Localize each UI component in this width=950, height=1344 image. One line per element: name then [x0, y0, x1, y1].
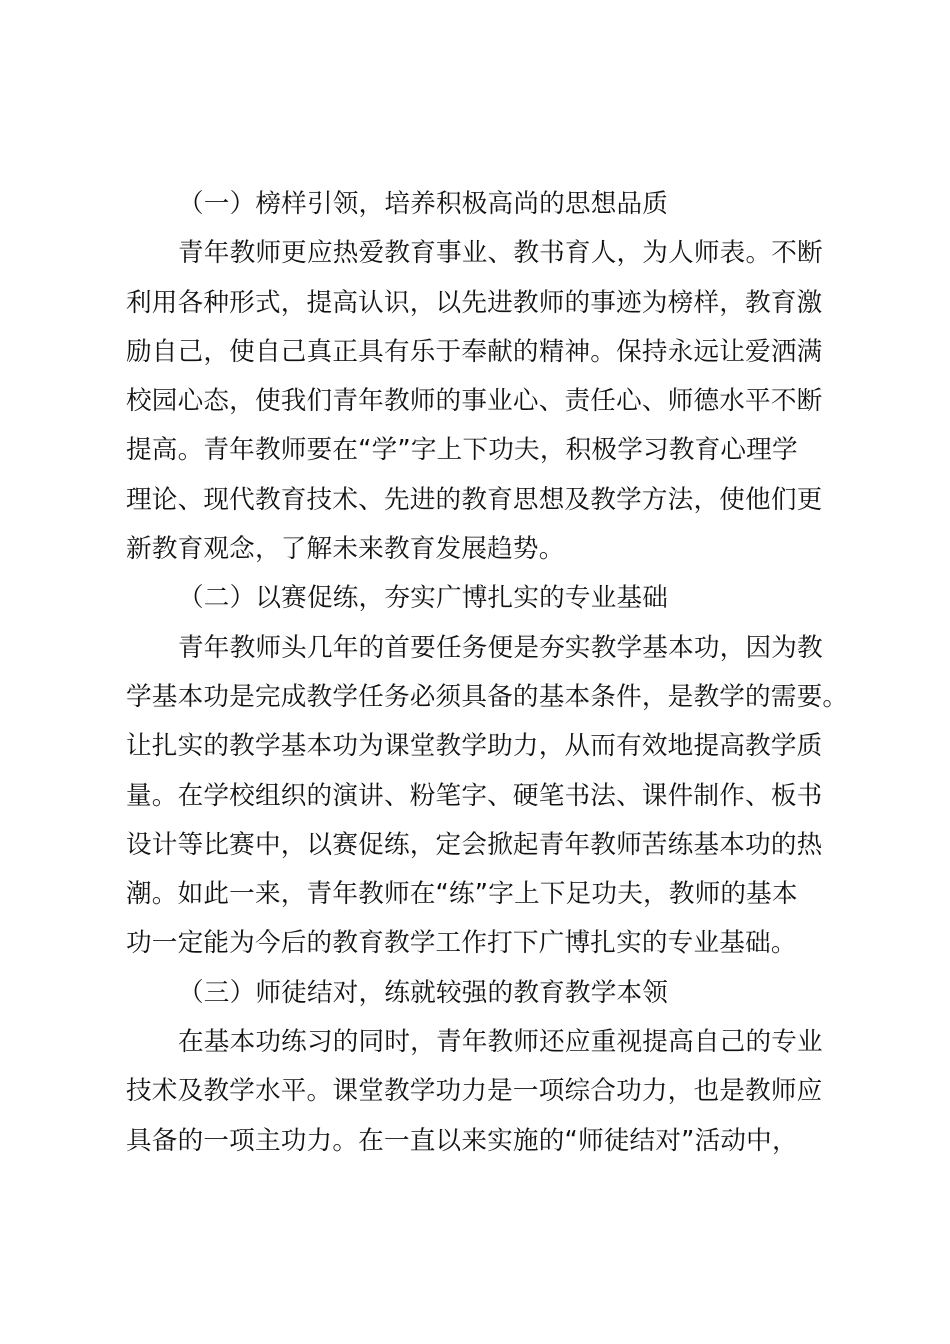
paragraph-line: 提高。青年教师要在“学”字上下功夫，积极学习教育心理学 — [126, 435, 798, 466]
paragraph-line: 具备的一项主功力。在一直以来实施的“师徒结对”活动中， — [126, 1125, 798, 1156]
section-heading-3: （三）师徒结对，练就较强的教育教学本领 — [178, 977, 669, 1008]
paragraph-line: 青年教师更应热爱教育事业、教书育人，为人师表。不断 — [178, 238, 823, 269]
paragraph-line: 利用各种形式，提高认识，以先进教师的事迹为榜样，教育激 — [126, 287, 823, 318]
paragraph-line: 让扎实的教学基本功为课堂教学助力，从而有效地提高教学质 — [126, 731, 823, 762]
paragraph-line: 设计等比赛中，以赛促练，定会掀起青年教师苦练基本功的热 — [126, 829, 823, 860]
section-heading-1: （一）榜样引领，培养积极高尚的思想品质 — [178, 189, 669, 219]
paragraph-line: 新教育观念，了解未来教育发展趋势。 — [126, 534, 565, 565]
paragraph-line: 功一定能为今后的教育教学工作打下广博扎实的专业基础。 — [126, 928, 797, 959]
paragraph-line: 理论、现代教育技术、先进的教育思想及教学方法，使他们更 — [126, 484, 823, 515]
paragraph-line: 在基本功练习的同时，青年教师还应重视提高自己的专业 — [178, 1027, 823, 1058]
paragraph-line: 技术及教学水平。课堂教学功力是一项综合功力，也是教师应 — [126, 1076, 823, 1107]
paragraph-line: 青年教师头几年的首要任务便是夯实教学基本功，因为教 — [178, 632, 823, 663]
document-body — [126, 180, 849, 1166]
paragraph-line: 潮。如此一来，青年教师在“练”字上下足功夫，教师的基本 — [126, 879, 798, 910]
paragraph-line: 励自己，使自己真正具有乐于奉献的精神。保持永远让爱洒满 — [126, 336, 823, 367]
paragraph-line: 量。在学校组织的演讲、粉笔字、硬笔书法、课件制作、板书 — [126, 780, 823, 811]
paragraph-line: 学基本功是完成教学任务必须具备的基本条件，是教学的需要。 — [126, 681, 849, 712]
paragraph-line: 校园心态，使我们青年教师的事业心、责任心、师德水平不断 — [126, 386, 823, 417]
section-heading-2: （二）以赛促练，夯实广博扎实的专业基础 — [178, 583, 669, 614]
